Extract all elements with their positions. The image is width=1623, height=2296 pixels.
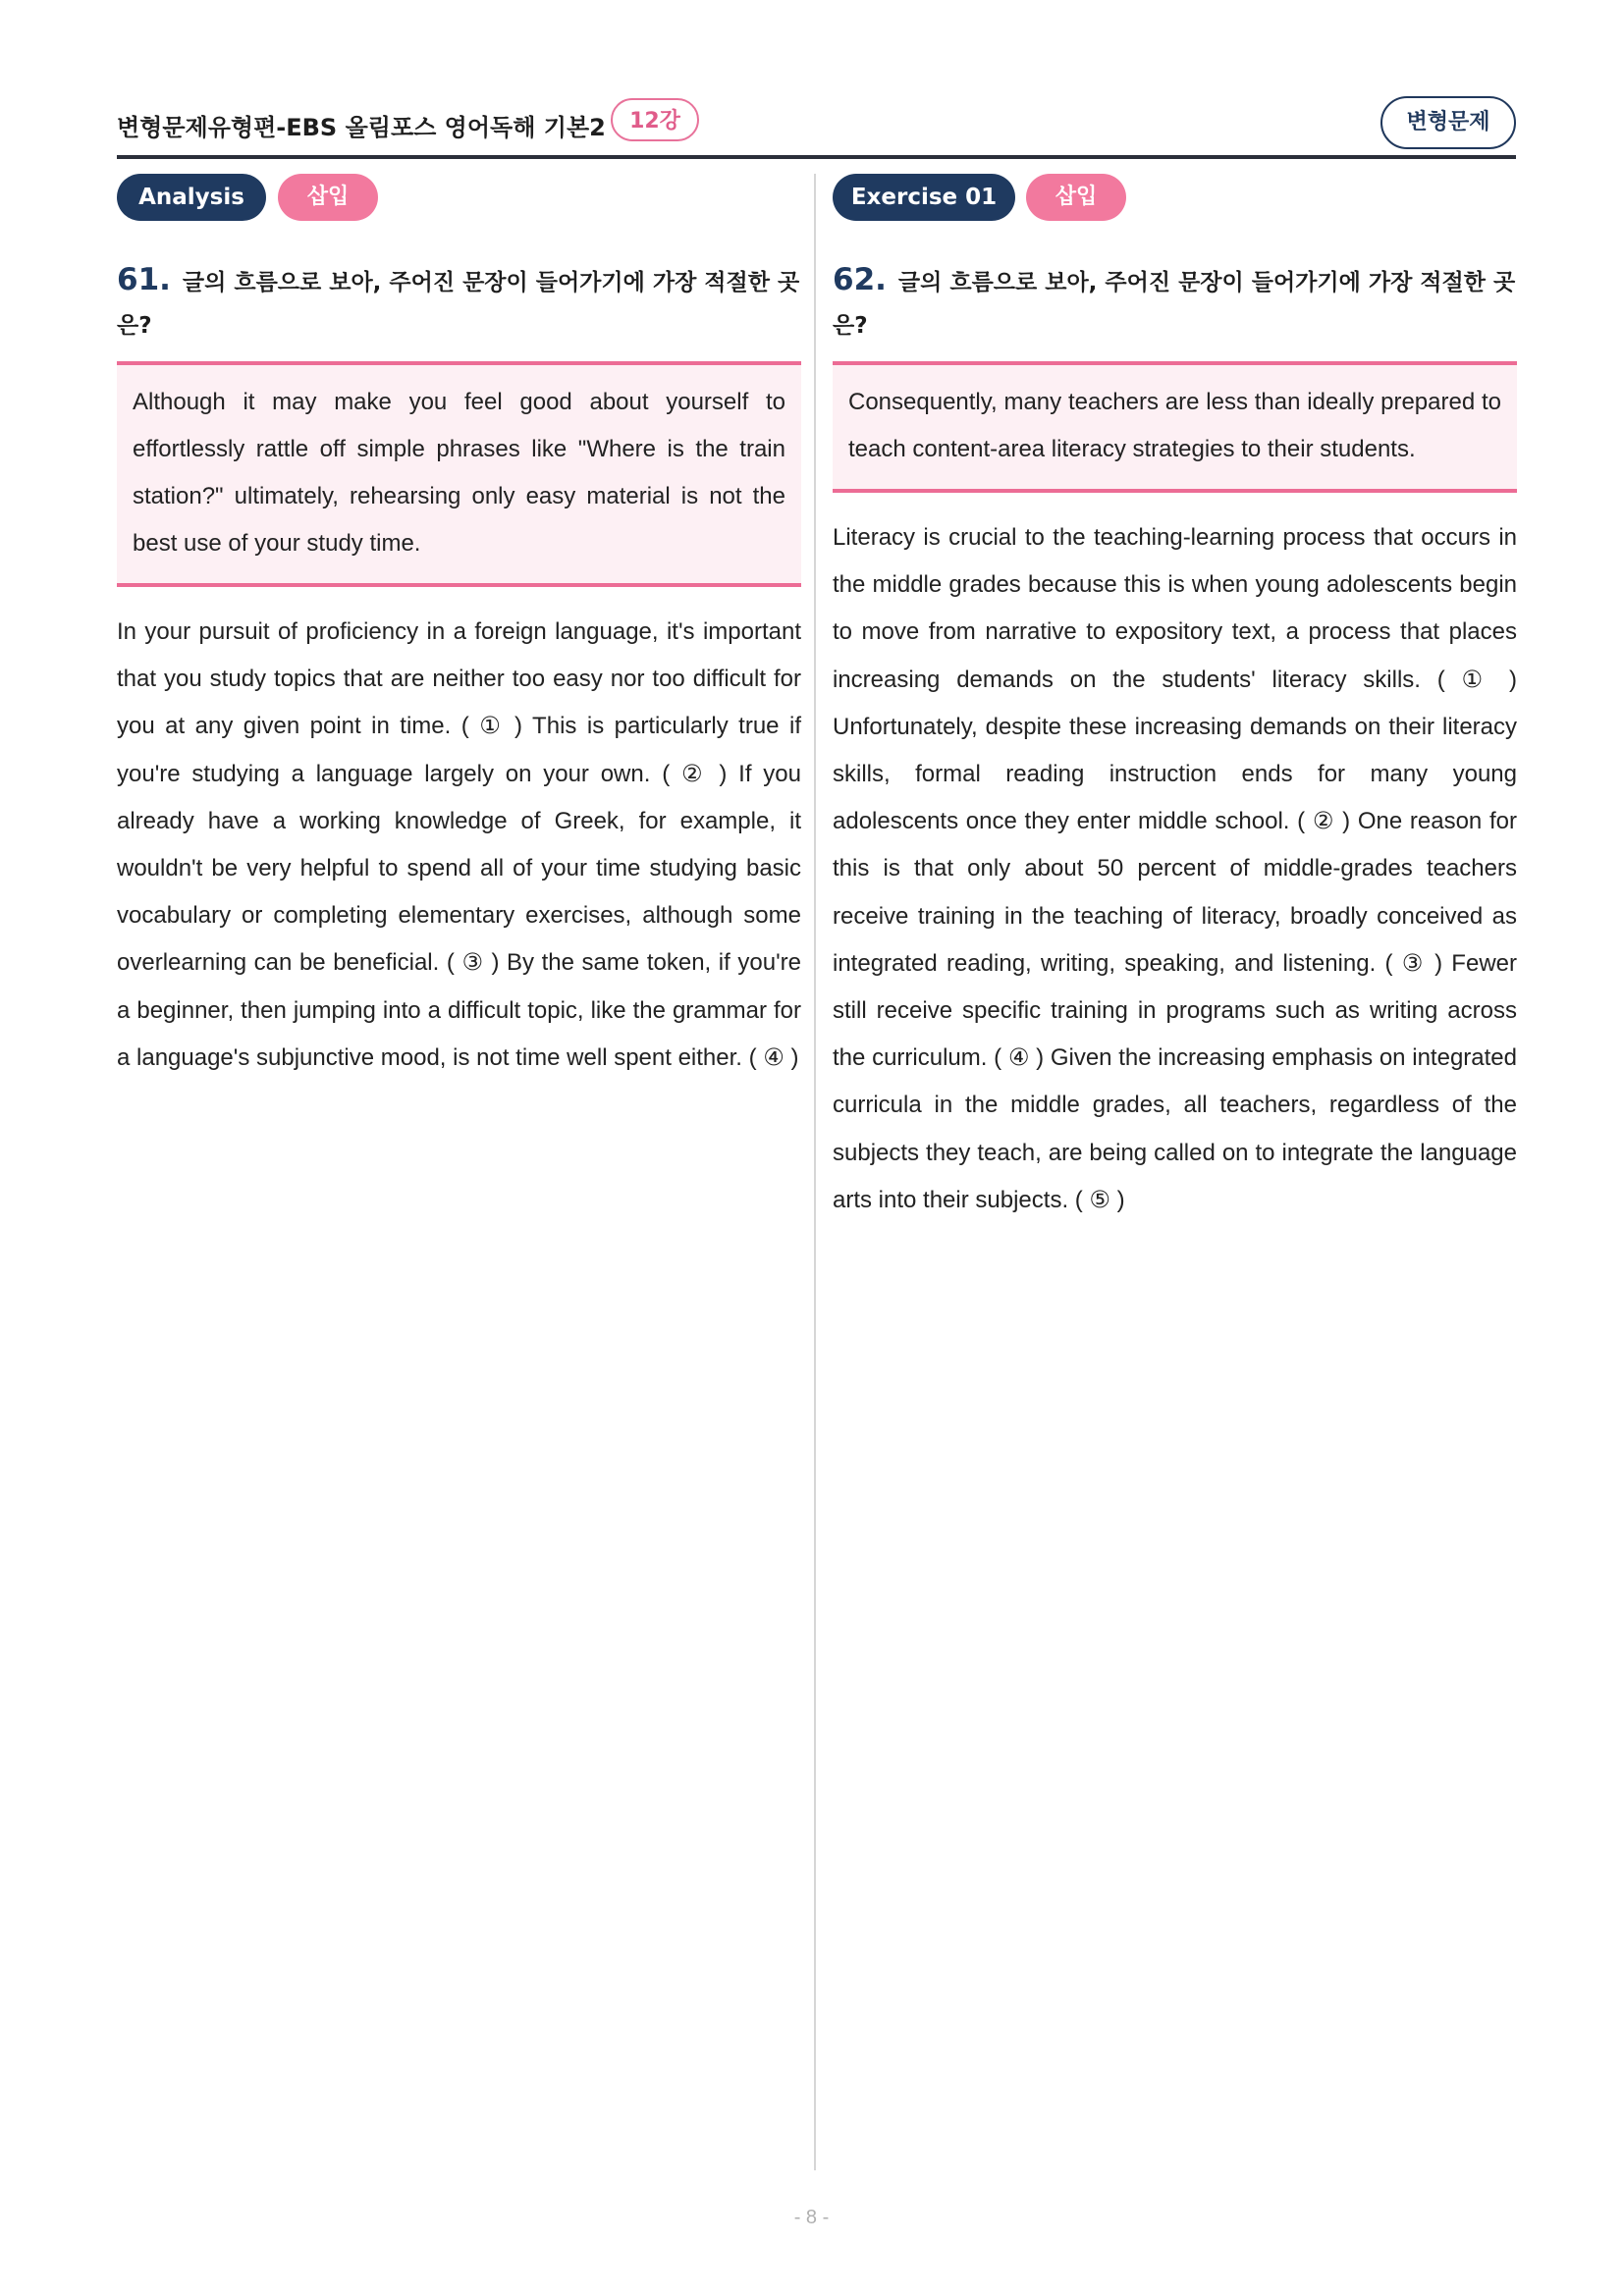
question-text: 글의 흐름으로 보아, 주어진 문장이 들어가기에 가장 적절한 곳은? (833, 270, 1516, 339)
column-divider (814, 174, 816, 2170)
exercise-tag: Exercise 01 (833, 174, 1015, 221)
passage-text: Literacy is crucial to the teaching-learning process that occurs in the middle grades because this is when young adolescents begin to move from narrative to expository text, a process that places increasing demands on the students' literacy skills. ( ① ) Unfortunately, despite these increasing demands on their literacy skills, formal reading instruction ends for many young adolescents once they enter middle school. ( ② ) One reason for this is that only about 50 percent of middle-grades teachers receive training in the teaching of literacy, broadly conceived as integrated reading, writing, speaking, and listening. ( ③ ) Fewer still receive specific training in programs such as writing across the curriculum. ( ④ ) Given the increasing emphasis on integrated curricula in the middle grades, all teachers, regardless of the subjects they teach, are being called on to integrate the language arts into their subjects. ( ⑤ ) (833, 524, 1517, 1213)
passage-text: In your pursuit of proficiency in a foreign language, it's important that you study topics that are neither too easy nor too difficult for you at any given point in time. ( ① ) This is particularly true if you're studying a language largely on your own. ( ② ) If you already have a working knowledge of Greek, for example, it wouldn't be very helpful to spend all of your time studying basic vocabulary or completing elementary exercises, although some overlearning can be beneficial. ( ③ ) By the same token, if you're a beginner, then jumping into a difficult topic, like the grammar for a language's subjunctive mood, is not time well spent either. ( ④ ) (117, 618, 801, 1071)
insert-type-tag: 삽입 (278, 174, 378, 221)
analysis-tag: Analysis (117, 174, 266, 221)
question-prompt (833, 258, 1517, 347)
question-number: 61. (117, 262, 171, 297)
insert-type-tag: 삽입 (1026, 174, 1126, 221)
page-header (117, 96, 1516, 157)
question-prompt (117, 258, 801, 347)
section-badge: 변형문제 (1380, 96, 1516, 149)
right-column (833, 174, 1517, 1224)
workbook-title: 변형문제유형편-EBS 올림포스 영어독해 기본2 (117, 114, 606, 141)
question-number: 62. (833, 262, 887, 297)
given-sentence-box: Although it may make you feel good about yourself to effortlessly rattle off simple phrases like "Where is the train station?" ultimately, rehearsing only easy material is not the best use of your study time. (117, 361, 801, 587)
right-tags (833, 174, 1517, 221)
left-tags (117, 174, 801, 221)
question-text: 글의 흐름으로 보아, 주어진 문장이 들어가기에 가장 적절한 곳은? (117, 270, 800, 339)
page-number: - 8 - (793, 2207, 830, 2228)
given-sentence-box: Consequently, many teachers are less than ideally prepared to teach content-area literacy strategies to their students. (833, 361, 1517, 493)
header-rule (117, 155, 1516, 159)
lesson-badge: 12강 (611, 98, 699, 141)
left-column (117, 174, 801, 1082)
